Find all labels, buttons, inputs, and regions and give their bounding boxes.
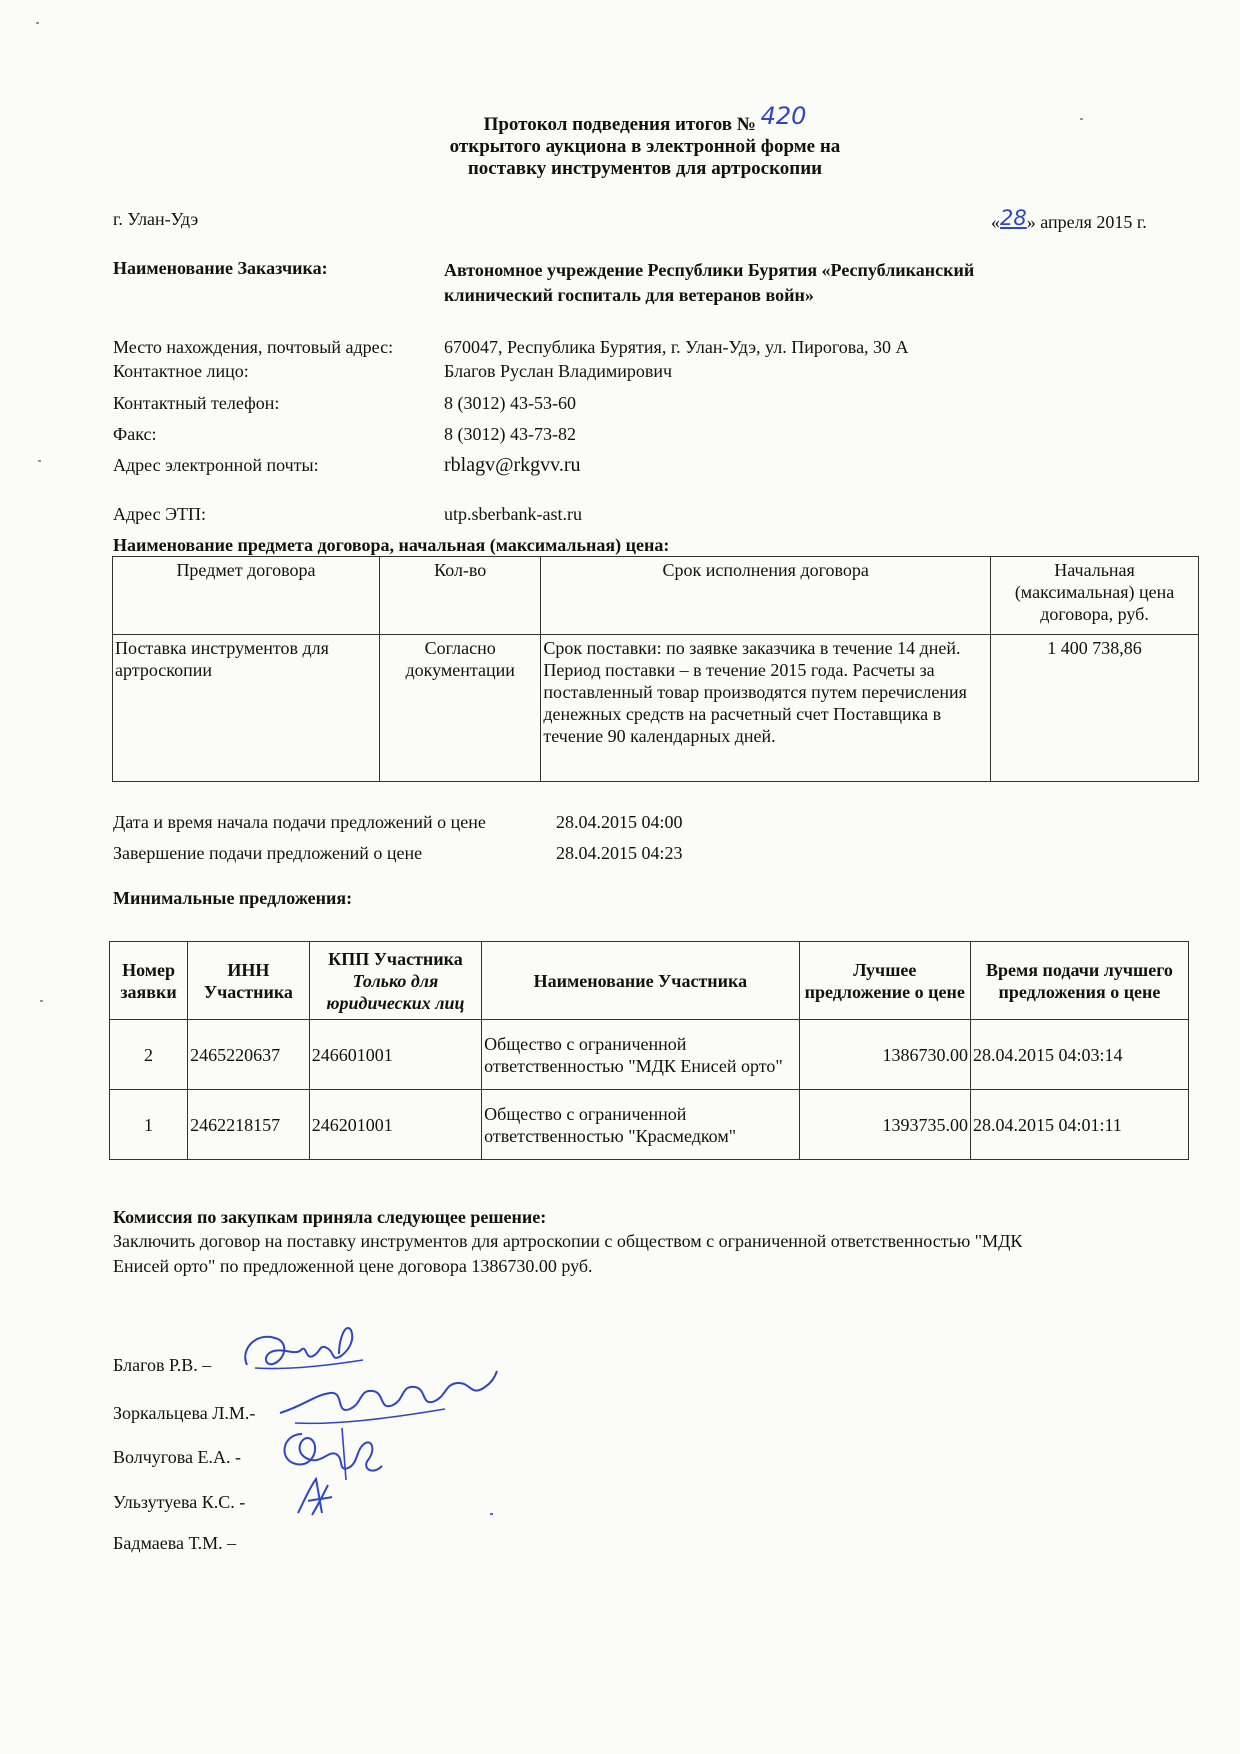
offers-heading: Минимальные предложения: xyxy=(113,888,353,908)
start-value: 28.04.2015 04:00 xyxy=(556,812,683,832)
subject-table xyxy=(112,556,1199,782)
title-line-1: Протокол подведения итогов № xyxy=(483,114,756,135)
qty-cell: Согласно документации xyxy=(380,635,541,782)
col-subject-header: Предмет договора xyxy=(113,557,380,635)
col-inn-header: ИНН Участника xyxy=(188,942,310,1020)
title-line-3: поставку инструментов для артроскопии xyxy=(467,158,823,179)
end-value: 28.04.2015 04:23 xyxy=(556,843,683,863)
table-header-row xyxy=(113,557,1199,635)
signature-4-image xyxy=(290,1475,340,1520)
offer-price-cell: 1393735.00 xyxy=(799,1090,970,1160)
offer-price-cell: 1386730.00 xyxy=(799,1020,970,1090)
signature-name-1: Благов Р.В. – xyxy=(113,1355,212,1375)
customer-value-line-2: клинический госпиталь для ветеранов войн» xyxy=(444,285,814,305)
offer-kpp-cell: 246601001 xyxy=(309,1020,481,1090)
signature-name-3: Волчугова Е.А. - xyxy=(113,1447,241,1467)
offer-num-cell: 2 xyxy=(110,1020,188,1090)
date-day-handwritten: 28 xyxy=(1000,206,1027,230)
offer-inn-cell: 2465220637 xyxy=(188,1020,310,1090)
customer-value-line-1: Автономное учреждение Республики Бурятия «Республиканский xyxy=(444,260,975,280)
price-cell: 1 400 738,86 xyxy=(991,635,1199,782)
etp-label: Адрес ЭТП: xyxy=(113,504,206,524)
contact-label: Контактное лицо: xyxy=(113,361,249,381)
col-kpp-header-note: Только для юридических лиц xyxy=(326,970,465,1013)
date-rest: » апреля 2015 г. xyxy=(1026,212,1147,232)
offers-table xyxy=(109,941,1189,1160)
subject-heading: Наименование предмета договора, начальная (максимальная) цена: xyxy=(113,535,670,555)
customer-value xyxy=(444,258,974,308)
term-cell: Срок поставки: по заявке заказчика в течение 14 дней. Период поставки – в течение 2015 года. Расчеты за поставленный товар производятся путем перечисления денежных средств на расчетный счет Поставщика в течение 90 календарных дней. xyxy=(541,635,991,782)
email-label: Адрес электронной почты: xyxy=(113,455,319,475)
address-label: Место нахождения, почтовый адрес: xyxy=(113,337,394,357)
fax-value: 8 (3012) 43-73-82 xyxy=(444,424,576,444)
scan-speck xyxy=(36,22,39,24)
subject-cell: Поставка инструментов для артроскопии xyxy=(113,635,380,782)
etp-value: utp.sberbank-ast.ru xyxy=(444,504,582,524)
col-kpp-header-title: КПП Участника xyxy=(328,948,463,969)
col-term-header: Срок исполнения договора xyxy=(541,557,991,635)
document-title xyxy=(0,102,1240,180)
signature-name-2: Зоркальцева Л.М.- xyxy=(113,1403,256,1423)
contact-value: Благов Руслан Владимирович xyxy=(444,361,673,381)
phone-label: Контактный телефон: xyxy=(113,393,280,413)
city: г. Улан-Удэ xyxy=(113,209,199,229)
protocol-number-handwritten: 420 xyxy=(760,102,807,130)
col-num-header: Номер заявки xyxy=(110,942,188,1020)
table-row xyxy=(110,1020,1189,1090)
decision-line-1: Заключить договор на поставку инструментов для артроскопии с обществом с ограниченной ответственностью "МДК xyxy=(113,1231,1023,1251)
email-value: rblagv@rkgvv.ru xyxy=(444,454,581,476)
fax-label: Факс: xyxy=(113,424,157,444)
customer-label: Наименование Заказчика: xyxy=(113,258,328,278)
start-label: Дата и время начала подачи предложений о цене xyxy=(113,812,486,832)
offer-name-cell: Общество с ограниченной ответственностью "Красмедком" xyxy=(482,1090,799,1160)
table-row xyxy=(110,1090,1189,1160)
table-row xyxy=(113,635,1199,782)
decision-line-2: Енисей орто" по предложенной цене договора 1386730.00 руб. xyxy=(113,1256,593,1276)
offer-inn-cell: 2462218157 xyxy=(188,1090,310,1160)
scan-speck xyxy=(490,1513,493,1515)
offer-name-cell: Общество с ограниченной ответственностью "МДК Енисей орто" xyxy=(482,1020,799,1090)
col-kpp-header xyxy=(309,942,481,1020)
date-open-quote: « xyxy=(991,212,1000,232)
title-line-2: открытого аукциона в электронной форме на xyxy=(449,136,841,157)
offer-num-cell: 1 xyxy=(110,1090,188,1160)
document-date xyxy=(991,206,1147,233)
offer-kpp-cell: 246201001 xyxy=(309,1090,481,1160)
scan-speck xyxy=(38,460,41,462)
col-qty-header: Кол-во xyxy=(380,557,541,635)
end-label: Завершение подачи предложений о цене xyxy=(113,843,423,863)
offer-time-cell: 28.04.2015 04:01:11 xyxy=(970,1090,1188,1160)
col-name-header: Наименование Участника xyxy=(482,942,799,1020)
signature-name-5: Бадмаева Т.М. – xyxy=(113,1533,237,1553)
decision-heading: Комиссия по закупкам приняла следующее решение: xyxy=(113,1207,547,1227)
col-time-header: Время подачи лучшего предложения о цене xyxy=(970,942,1188,1020)
signature-name-4: Ульзутуева К.С. - xyxy=(113,1492,246,1512)
scan-speck xyxy=(40,1000,43,1002)
offer-time-cell: 28.04.2015 04:03:14 xyxy=(970,1020,1188,1090)
col-best-header: Лучшее предложение о цене xyxy=(799,942,970,1020)
table-header-row xyxy=(110,942,1189,1020)
scan-speck xyxy=(1080,118,1083,120)
phone-value: 8 (3012) 43-53-60 xyxy=(444,393,576,413)
col-price-header: Начальная (максимальная) цена договора, руб. xyxy=(991,557,1199,635)
address-value: 670047, Республика Бурятия, г. Улан-Удэ, ул. Пирогова, 30 А xyxy=(444,337,909,357)
